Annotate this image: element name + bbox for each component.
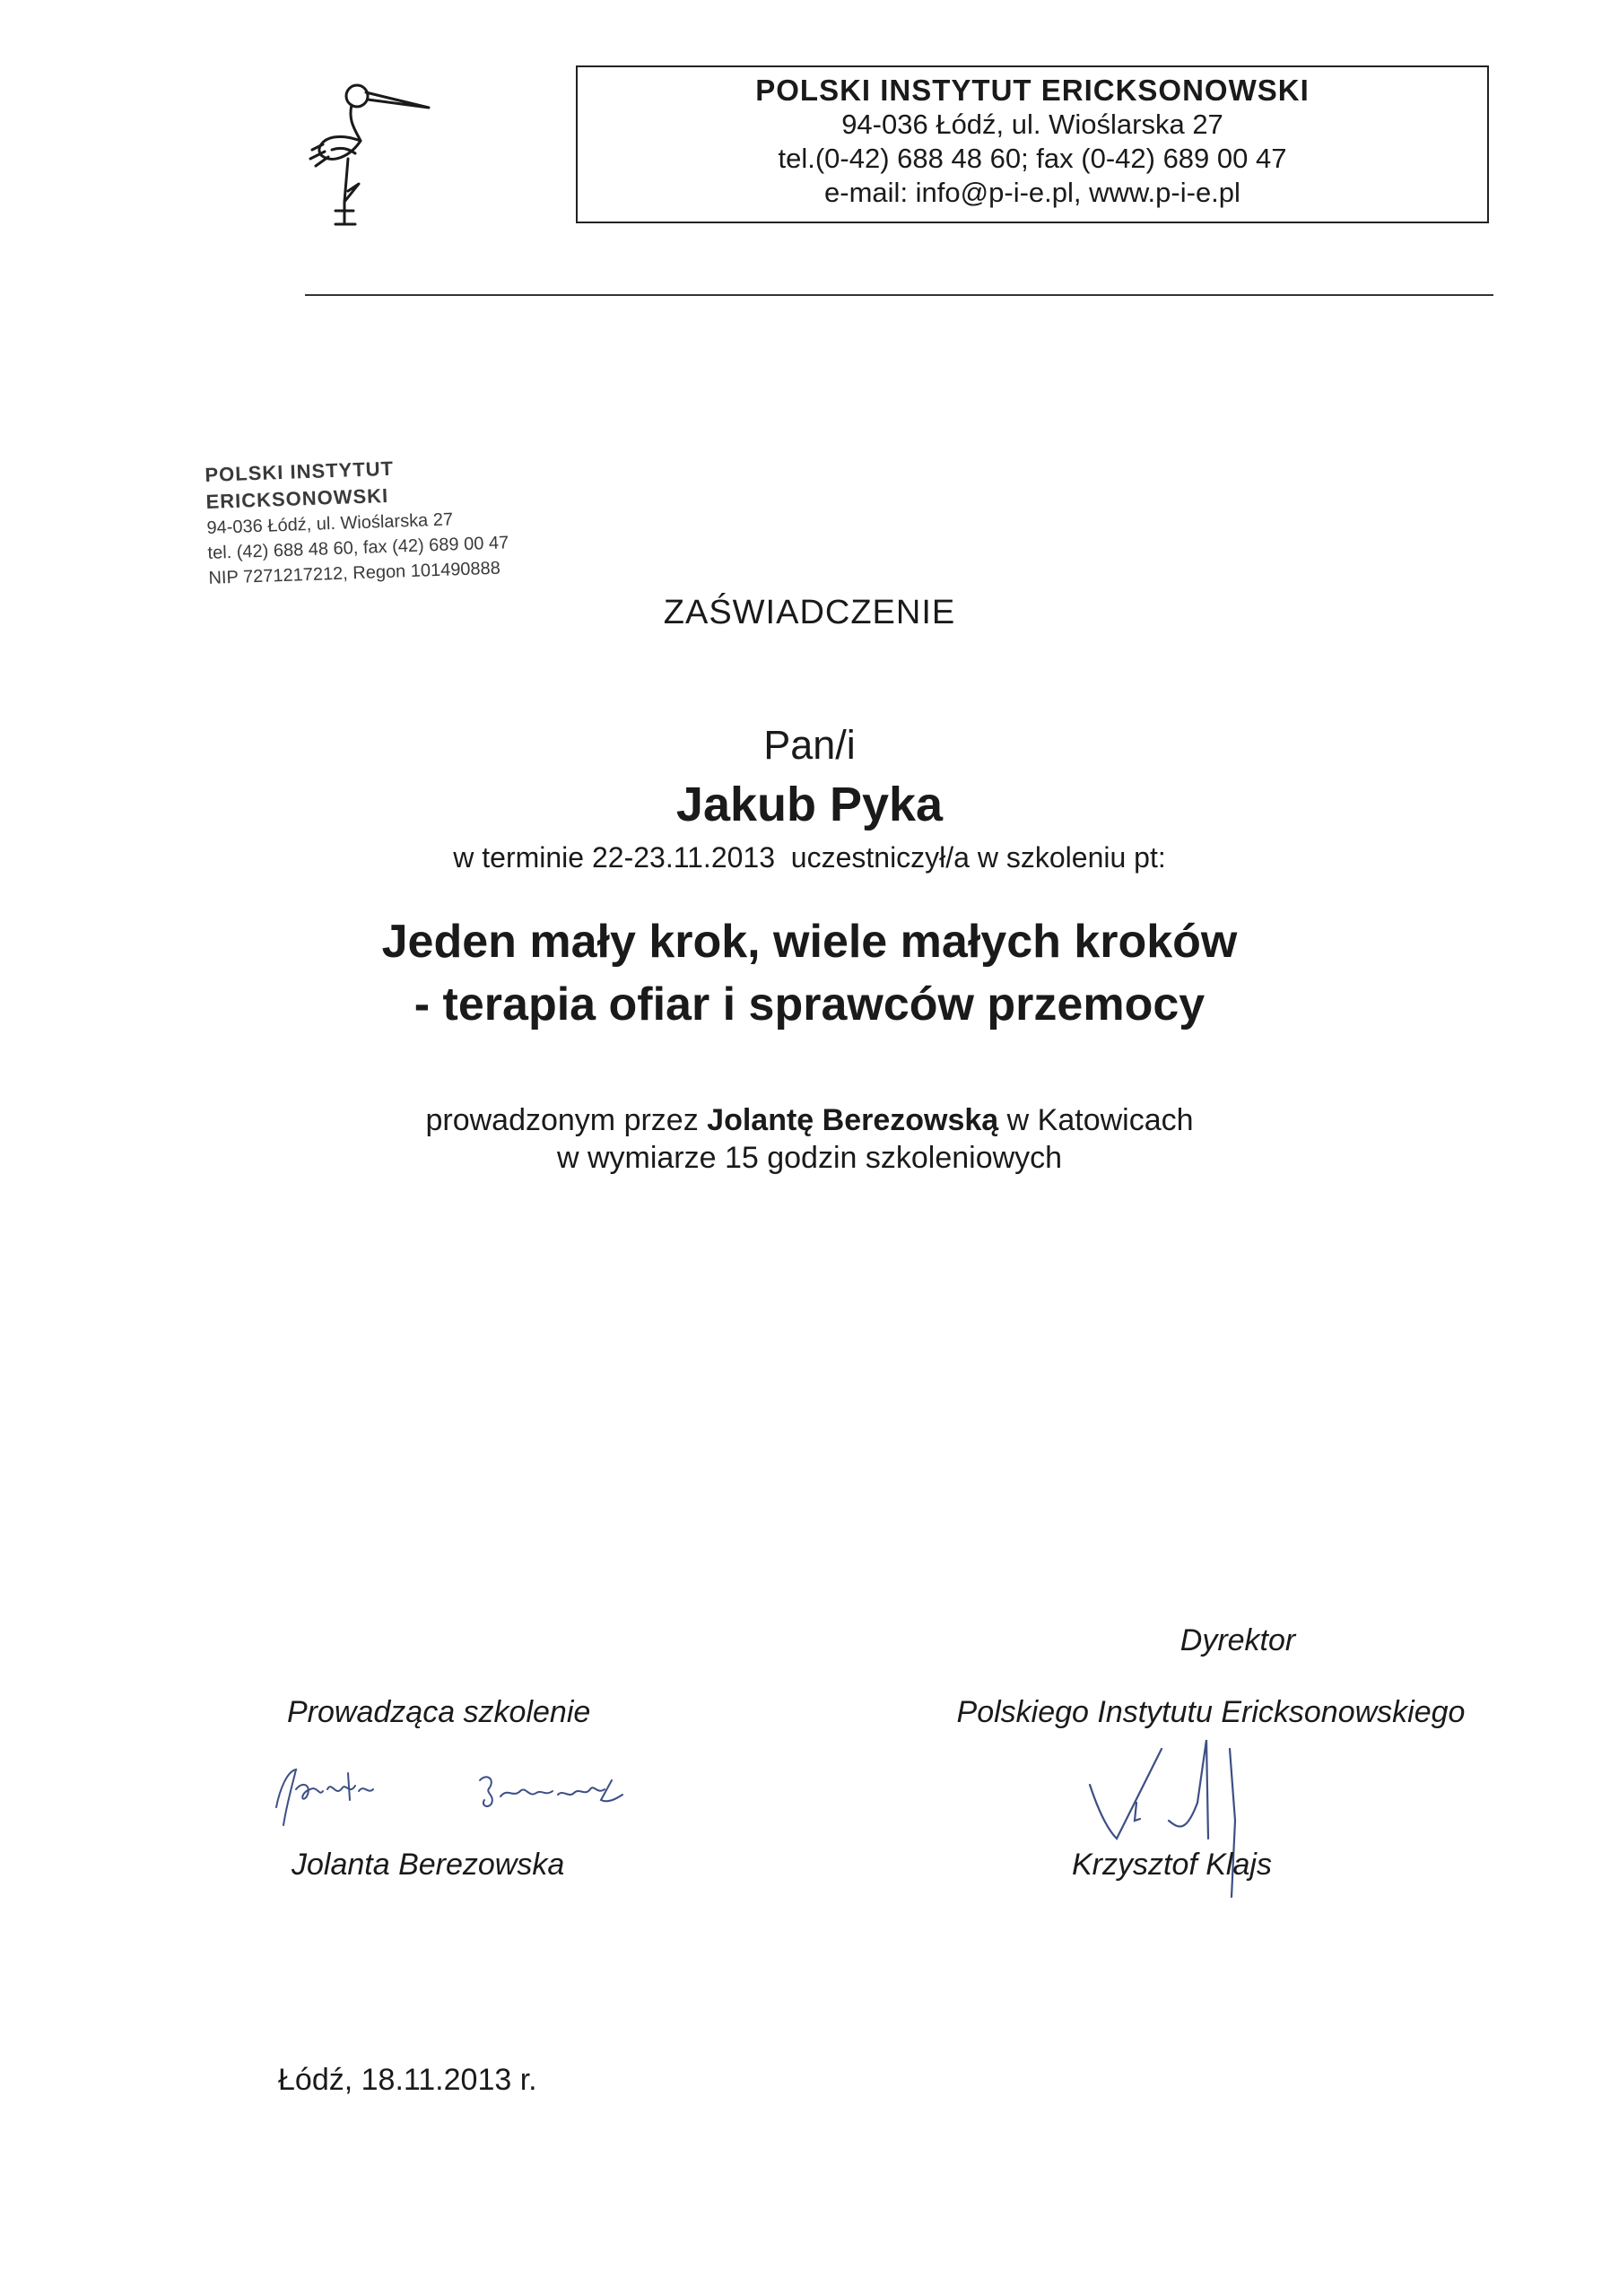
term-suffix: uczestniczył/a w szkoleniu pt: xyxy=(790,841,1166,874)
term-prefix: w terminie xyxy=(453,841,585,874)
trainer-signature xyxy=(260,1753,709,1834)
stork-logo xyxy=(296,76,431,229)
led-suffix: w Katowicach xyxy=(1006,1103,1194,1137)
trainer-signature-label: Prowadząca szkolenie xyxy=(287,1695,591,1729)
course-title-line2: - terapia ofiar i sprawców przemocy xyxy=(413,978,1206,1031)
trainer-printed-name: Jolanta Berezowska xyxy=(292,1848,565,1882)
term-dates: 22-23.11.2013 xyxy=(591,841,775,874)
header-divider xyxy=(305,294,1493,296)
led-prefix: prowadzonym przez xyxy=(425,1103,699,1137)
institute-stamp xyxy=(205,448,586,591)
course-title-line1: Jeden mały krok, wiele małych kroków xyxy=(381,916,1238,968)
institute-phone: tel.(0-42) 688 48 60; fax (0-42) 689 00 47 xyxy=(778,143,1287,174)
stamp-line: NIP 7271217212, Regon 101490888 xyxy=(208,558,501,588)
institute-address: 94-036 Łódź, ul. Wioślarska 27 xyxy=(841,109,1223,140)
institute-contact: e-mail: info@p-i-e.pl, www.p-i-e.pl xyxy=(824,177,1240,208)
letterhead-box xyxy=(576,65,1489,223)
recipient-name: Jakub Pyka xyxy=(675,778,944,831)
director-institution: Polskiego Instytutu Ericksonowskiego xyxy=(956,1695,1466,1729)
stamp-line: tel. (42) 688 48 60, fax (42) 689 00 47 xyxy=(207,533,509,563)
place-and-date: Łódź, 18.11.2013 r. xyxy=(278,2063,537,2097)
document-title: ZAŚWIADCZENIE xyxy=(663,594,956,631)
trainer-line xyxy=(0,1103,1619,1138)
hours-line: w wymiarze 15 godzin szkoleniowych xyxy=(556,1141,1063,1175)
salutation: Pan/i xyxy=(763,722,856,768)
term-line xyxy=(0,841,1619,874)
director-title: Dyrektor xyxy=(1179,1623,1296,1657)
stamp-line: POLSKI INSTYTUT ERICKSONOWSKI xyxy=(205,457,395,513)
director-printed-name: Krzysztof Klajs xyxy=(1072,1848,1272,1882)
institute-name: POLSKI INSTYTUT ERICKSONOWSKI xyxy=(755,74,1310,107)
trainer-name: Jolantę Berezowską xyxy=(707,1103,999,1137)
stamp-line: 94-036 Łódź, ul. Wioślarska 27 xyxy=(206,509,454,538)
